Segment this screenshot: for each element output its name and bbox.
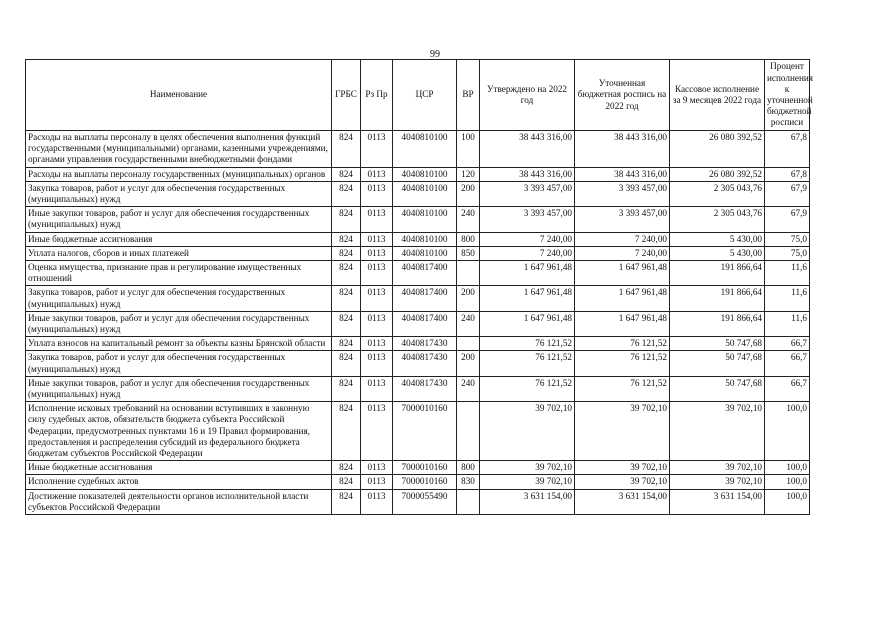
- budget-table: [25, 59, 814, 515]
- cell-percent: 75,0: [765, 246, 810, 260]
- cell-csr: 4040817430: [393, 337, 457, 351]
- cell-vr: [457, 402, 480, 461]
- cell-refined: 3 393 457,00: [575, 207, 670, 232]
- cell-grbs: 824: [332, 489, 361, 514]
- cell-name: Уплата налогов, сборов и иных платежей: [26, 246, 332, 260]
- cell-rz: 0113: [361, 181, 393, 206]
- cell-approved: 76 121,52: [480, 351, 575, 376]
- cell-grbs: 824: [332, 232, 361, 246]
- cell-percent: 75,0: [765, 232, 810, 246]
- cell-rz: 0113: [361, 475, 393, 489]
- cell-name: Иные бюджетные ассигнования: [26, 461, 332, 475]
- cell-grbs: 824: [332, 311, 361, 336]
- cell-percent: 100,0: [765, 461, 810, 475]
- table-row: [26, 181, 810, 206]
- cell-name: Иные закупки товаров, работ и услуг для обеспечения государственных (муниципальных) нужд: [26, 311, 332, 336]
- table-header-row: [26, 60, 810, 131]
- cell-refined: 1 647 961,48: [575, 261, 670, 286]
- table-row: [26, 246, 810, 260]
- cell-grbs: 824: [332, 286, 361, 311]
- cell-executed: 50 747,68: [670, 337, 765, 351]
- cell-executed: 2 305 043,76: [670, 207, 765, 232]
- cell-rz: 0113: [361, 246, 393, 260]
- table-row: [26, 376, 810, 401]
- cell-approved: 38 443 316,00: [480, 167, 575, 181]
- cell-percent: 67,8: [765, 167, 810, 181]
- cell-percent: 100,0: [765, 475, 810, 489]
- table-body: [26, 131, 810, 515]
- cell-refined: 38 443 316,00: [575, 167, 670, 181]
- cell-executed: 50 747,68: [670, 351, 765, 376]
- cell-approved: 1 647 961,48: [480, 261, 575, 286]
- cell-csr: 7000010160: [393, 402, 457, 461]
- cell-refined: 76 121,52: [575, 337, 670, 351]
- cell-refined: 7 240,00: [575, 246, 670, 260]
- cell-name: Расходы на выплаты персоналу государственных (муниципальных) органов: [26, 167, 332, 181]
- cell-refined: 39 702,10: [575, 461, 670, 475]
- cell-csr: 4040817430: [393, 376, 457, 401]
- cell-executed: 2 305 043,76: [670, 181, 765, 206]
- cell-grbs: 824: [332, 131, 361, 168]
- cell-csr: 4040817430: [393, 351, 457, 376]
- cell-executed: 39 702,10: [670, 402, 765, 461]
- cell-approved: 3 393 457,00: [480, 181, 575, 206]
- column-header-rz: Рз Пр: [361, 60, 393, 131]
- cell-grbs: 824: [332, 337, 361, 351]
- cell-rz: 0113: [361, 311, 393, 336]
- cell-approved: 3 631 154,00: [480, 489, 575, 514]
- cell-grbs: 824: [332, 475, 361, 489]
- table-row: [26, 261, 810, 286]
- table-row: [26, 131, 810, 168]
- cell-percent: 67,9: [765, 207, 810, 232]
- cell-name: Закупка товаров, работ и услуг для обеспечения государственных (муниципальных) нужд: [26, 351, 332, 376]
- cell-rz: 0113: [361, 461, 393, 475]
- cell-executed: 26 080 392,52: [670, 167, 765, 181]
- cell-vr: [457, 489, 480, 514]
- table-row: [26, 286, 810, 311]
- cell-vr: 200: [457, 181, 480, 206]
- cell-rz: 0113: [361, 207, 393, 232]
- cell-percent: 67,9: [765, 181, 810, 206]
- table-row: [26, 489, 810, 514]
- cell-rz: 0113: [361, 286, 393, 311]
- cell-executed: 3 631 154,00: [670, 489, 765, 514]
- cell-name: Уплата взносов на капитальный ремонт за объекты казны Брянской области: [26, 337, 332, 351]
- cell-vr: 100: [457, 131, 480, 168]
- column-header-executed: Кассовое исполнение за 9 месяцев 2022 года: [670, 60, 765, 131]
- cell-grbs: 824: [332, 261, 361, 286]
- cell-grbs: 824: [332, 461, 361, 475]
- cell-csr: 4040817400: [393, 311, 457, 336]
- cell-vr: 800: [457, 232, 480, 246]
- column-header-percent: Процент исполнения к уточненной бюджетной росписи: [765, 60, 810, 131]
- cell-refined: 1 647 961,48: [575, 311, 670, 336]
- cell-percent: 11,6: [765, 261, 810, 286]
- cell-percent: 100,0: [765, 489, 810, 514]
- cell-grbs: 824: [332, 376, 361, 401]
- cell-approved: 7 240,00: [480, 246, 575, 260]
- cell-percent: 66,7: [765, 376, 810, 401]
- column-header-vr: ВР: [457, 60, 480, 131]
- cell-name: Исполнение судебных актов: [26, 475, 332, 489]
- cell-rz: 0113: [361, 131, 393, 168]
- cell-executed: 5 430,00: [670, 232, 765, 246]
- cell-approved: 39 702,10: [480, 461, 575, 475]
- cell-name: Иные закупки товаров, работ и услуг для обеспечения государственных (муниципальных) нужд: [26, 207, 332, 232]
- cell-name: Расходы на выплаты персоналу в целях обеспечения выполнения функций государственными (муниципальными) органами, казенными учреждениями, органами управления государственными внебюджетными фондами: [26, 131, 332, 168]
- column-header-grbs: ГРБС: [332, 60, 361, 131]
- cell-rz: 0113: [361, 351, 393, 376]
- table-row: [26, 337, 810, 351]
- cell-percent: 11,6: [765, 311, 810, 336]
- cell-rz: 0113: [361, 261, 393, 286]
- cell-refined: 3 631 154,00: [575, 489, 670, 514]
- cell-name: Закупка товаров, работ и услуг для обеспечения государственных (муниципальных) нужд: [26, 181, 332, 206]
- table-row: [26, 402, 810, 461]
- cell-grbs: 824: [332, 167, 361, 181]
- cell-executed: 26 080 392,52: [670, 131, 765, 168]
- cell-executed: 50 747,68: [670, 376, 765, 401]
- cell-percent: 66,7: [765, 351, 810, 376]
- cell-csr: 4040810100: [393, 207, 457, 232]
- cell-vr: 200: [457, 286, 480, 311]
- table-row: [26, 232, 810, 246]
- cell-name: Оценка имущества, признание прав и регулирование имущественных отношений: [26, 261, 332, 286]
- cell-executed: 39 702,10: [670, 461, 765, 475]
- cell-grbs: 824: [332, 351, 361, 376]
- cell-csr: 4040810100: [393, 232, 457, 246]
- cell-vr: [457, 261, 480, 286]
- cell-grbs: 824: [332, 246, 361, 260]
- table-row: [26, 461, 810, 475]
- cell-approved: 7 240,00: [480, 232, 575, 246]
- cell-rz: 0113: [361, 489, 393, 514]
- cell-grbs: 824: [332, 402, 361, 461]
- cell-grbs: 824: [332, 207, 361, 232]
- cell-name: Иные закупки товаров, работ и услуг для обеспечения государственных (муниципальных) нужд: [26, 376, 332, 401]
- cell-refined: 7 240,00: [575, 232, 670, 246]
- cell-vr: 240: [457, 376, 480, 401]
- cell-rz: 0113: [361, 337, 393, 351]
- cell-vr: 800: [457, 461, 480, 475]
- table-row: [26, 351, 810, 376]
- cell-csr: 4040810100: [393, 167, 457, 181]
- column-header-refined: Уточненная бюджетная роспись на 2022 год: [575, 60, 670, 131]
- column-header-csr: ЦСР: [393, 60, 457, 131]
- cell-refined: 76 121,52: [575, 351, 670, 376]
- cell-csr: 4040810100: [393, 181, 457, 206]
- cell-refined: 39 702,10: [575, 475, 670, 489]
- cell-rz: 0113: [361, 232, 393, 246]
- cell-refined: 76 121,52: [575, 376, 670, 401]
- cell-rz: 0113: [361, 402, 393, 461]
- cell-approved: 1 647 961,48: [480, 311, 575, 336]
- table-row: [26, 167, 810, 181]
- cell-approved: 1 647 961,48: [480, 286, 575, 311]
- cell-approved: 39 702,10: [480, 402, 575, 461]
- cell-vr: 200: [457, 351, 480, 376]
- cell-refined: 1 647 961,48: [575, 286, 670, 311]
- cell-grbs: 824: [332, 181, 361, 206]
- cell-percent: 66,7: [765, 337, 810, 351]
- table-row: [26, 207, 810, 232]
- cell-refined: 3 393 457,00: [575, 181, 670, 206]
- cell-csr: 4040810100: [393, 131, 457, 168]
- table-row: [26, 311, 810, 336]
- cell-percent: 100,0: [765, 402, 810, 461]
- cell-name: Достижение показателей деятельности органов исполнительной власти субъектов Российской Федерации: [26, 489, 332, 514]
- cell-approved: 38 443 316,00: [480, 131, 575, 168]
- page-number: 99: [430, 49, 440, 60]
- cell-csr: 4040817400: [393, 261, 457, 286]
- cell-csr: 7000010160: [393, 461, 457, 475]
- cell-csr: 4040810100: [393, 246, 457, 260]
- column-header-name: Наименование: [26, 60, 332, 131]
- cell-approved: 76 121,52: [480, 337, 575, 351]
- table-row: [26, 475, 810, 489]
- cell-vr: [457, 337, 480, 351]
- cell-rz: 0113: [361, 167, 393, 181]
- cell-vr: 240: [457, 311, 480, 336]
- cell-vr: 850: [457, 246, 480, 260]
- cell-refined: 38 443 316,00: [575, 131, 670, 168]
- cell-csr: 7000055490: [393, 489, 457, 514]
- cell-name: Иные бюджетные ассигнования: [26, 232, 332, 246]
- cell-executed: 191 866,64: [670, 286, 765, 311]
- cell-vr: 830: [457, 475, 480, 489]
- cell-vr: 120: [457, 167, 480, 181]
- cell-name: Закупка товаров, работ и услуг для обеспечения государственных (муниципальных) нужд: [26, 286, 332, 311]
- cell-rz: 0113: [361, 376, 393, 401]
- cell-approved: 3 393 457,00: [480, 207, 575, 232]
- cell-executed: 5 430,00: [670, 246, 765, 260]
- column-header-approved: Утверждено на 2022 год: [480, 60, 575, 131]
- cell-name: Исполнение исковых требований на основании вступивших в законную силу судебных актов, обязательств бюджета субъекта Российской Федерации, предусмотренных пунктами 16 и 19 Правил формирования, предоставления и распределения субсидий из федерального бюджета бюджетам субъектов Российской Федерации: [26, 402, 332, 461]
- cell-csr: 7000010160: [393, 475, 457, 489]
- cell-percent: 11,6: [765, 286, 810, 311]
- cell-approved: 39 702,10: [480, 475, 575, 489]
- cell-percent: 67,8: [765, 131, 810, 168]
- cell-executed: 191 866,64: [670, 311, 765, 336]
- cell-approved: 76 121,52: [480, 376, 575, 401]
- cell-executed: 191 866,64: [670, 261, 765, 286]
- cell-executed: 39 702,10: [670, 475, 765, 489]
- cell-vr: 240: [457, 207, 480, 232]
- cell-csr: 4040817400: [393, 286, 457, 311]
- cell-refined: 39 702,10: [575, 402, 670, 461]
